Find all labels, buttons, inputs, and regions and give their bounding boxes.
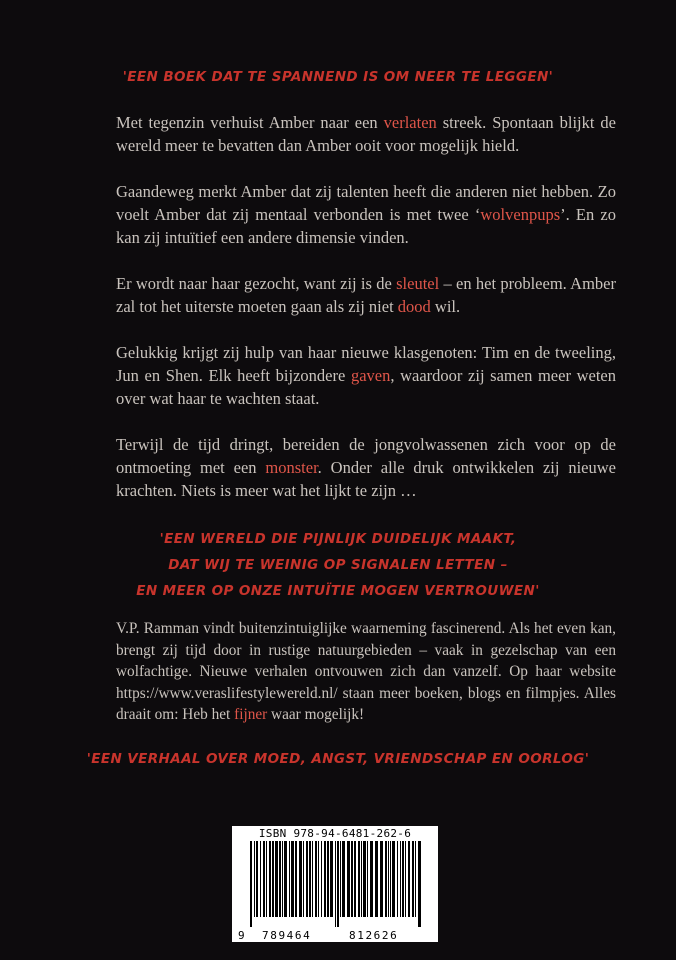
barcode-bar [400,841,401,917]
barcode-digits-right: 812626 [349,929,399,942]
quote-line-1: 'EEN WERELD DIE PIJNLIJK DUIDELIJK MAAKT, [159,531,517,547]
barcode-bar [335,841,336,927]
barcode-bar [337,841,339,927]
barcode-bar [390,841,391,917]
isbn-barcode [232,826,438,942]
barcode-bar [388,841,389,917]
barcode-bar [279,841,281,917]
barcode-bar [397,841,398,917]
barcode-bar [282,841,283,917]
barcode-bar [284,841,287,917]
barcode-bar [254,841,255,917]
barcode-bar [375,841,378,917]
highlighted-word: verlaten [383,113,437,132]
barcode-bar [324,841,326,917]
barcode-bar [269,841,271,917]
barcode-bar [380,841,383,917]
paragraph-5: Terwijl de tijd dringt, bereiden de jongvolwassenen zich voor op de ontmoeting met een monster. Onder alle druk ontwikkelen zij nieuwe krachten. Niets is meer wat het lijkt te zijn … [116,435,616,500]
paragraph-3: Er wordt naar haar gezocht, want zij is de sleutel – en het probleem. Amber zal tot het uiterste moeten gaan als zij niet dood wil. [116,274,616,316]
barcode-bar [402,841,404,917]
quote-line-2: DAT WIJ TE WEINIG OP SIGNALEN LETTEN – [168,557,508,573]
barcode-bar [385,841,387,917]
barcode-bar [358,841,360,917]
barcode-bar [370,841,373,917]
paragraph-2: Gaandeweg merkt Amber dat zij talenten heeft die anderen niet hebben. Zo voelt Amber dat zij mentaal verbonden is met twee ‘wolvenpups’. En zo kan zij intuïtief een andere dimensie vinden. [116,182,616,247]
isbn-label: ISBN 978-94-6481-262-6 [258,827,412,840]
author-bio: V.P. Ramman vindt buitenzintuiglijke waarneming fascinerend. Als het even kan, brengt zij tijd door in rustige natuurgebieden – vaak in gezelschap van een wolfachtige. Nieuwe verhalen ontvouwen zich dan vanzelf. Op haar website https://www.veraslifestylewereld.nl/ staan meer boeken, blogs en filmpjes. Alles draait om: Heb het fijner waar mogelijk! [116,620,616,723]
barcode-digits-left: 789464 [262,929,312,942]
barcode-bar [347,841,350,917]
barcode-bar [392,841,395,917]
barcode-bar [321,841,322,917]
barcode-bar [418,841,421,927]
barcode-bar [318,841,319,917]
barcode-bar [351,841,353,917]
barcode-bar [361,841,362,917]
tagline-middle-quote [0,526,676,604]
barcode-bar [405,841,406,917]
paragraph-4: Gelukkig krijgt zij hulp van haar nieuwe klasgenoten: Tim en de tweeling, Jun en Shen. Elk heeft bijzondere gaven, waardoor zij samen meer weten over wat haar te wachten staat. [116,343,616,408]
barcode-bar [312,841,313,917]
barcode-bar [266,841,267,917]
barcode-bar [275,841,278,917]
barcode-bar [330,841,333,917]
highlighted-word: fijner [234,706,268,723]
barcode-bar [340,841,341,917]
barcode-bar [303,841,304,917]
highlighted-word: wolvenpups [480,205,561,224]
highlighted-word: sleutel [396,274,440,293]
barcode-bar [295,841,297,917]
tagline-top-quote: 'EEN BOEK DAT TE SPANNEND IS OM NEER TE LEGGEN' [122,69,554,85]
tagline-bottom-quote: 'EEN VERHAAL OVER MOED, ANGST, VRIENDSCHAP EN OORLOG' [86,751,590,767]
barcode-bar [250,841,252,927]
highlighted-word: dood [397,297,431,316]
barcode-bar [354,841,356,917]
barcode-bar [263,841,265,917]
highlighted-word: monster [265,458,318,477]
barcode-bar [415,841,416,917]
highlighted-word: gaven [350,366,391,385]
barcode-bar [260,841,261,917]
barcode-bar [363,841,366,917]
barcode-bars [250,841,422,927]
barcode-bar [291,841,294,917]
paragraph-1: Met tegenzin verhuist Amber naar een verlaten streek. Spontaan blijkt de wereld meer te bevatten dan Amber ooit voor mogelijk hield. [116,113,616,155]
barcode-bar [289,841,290,917]
quote-line-3: EN MEER OP ONZE INTUÏTIE MOGEN VERTROUWEN' [136,583,540,599]
barcode-bar [367,841,368,917]
barcode-bar [342,841,345,917]
barcode-bar [315,841,317,917]
barcode-bar [256,841,258,917]
barcode-bar [299,841,302,917]
barcode-bar [327,841,329,917]
barcode-bar [412,841,414,917]
barcode-bar [309,841,311,917]
barcode-digit-lead: 9 [238,929,245,942]
barcode-bar [408,841,410,917]
barcode-bar [272,841,274,917]
barcode-bar [306,841,308,917]
